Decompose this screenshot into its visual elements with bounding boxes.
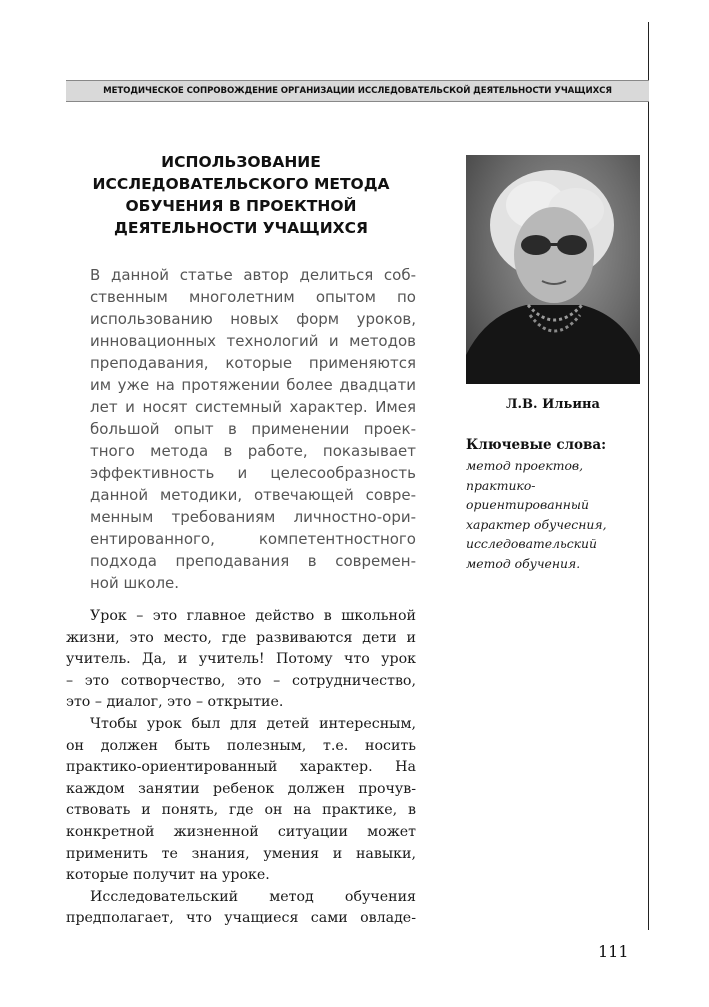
body-line: ствовать и понять, где он на практике, в — [66, 802, 416, 819]
body-line: практико-ориентированный характер. На — [66, 759, 416, 776]
keyword-line: ориентированный — [466, 497, 589, 513]
title-line: ОБУЧЕНИЯ В ПРОЕКТНОЙ — [125, 197, 357, 215]
keyword-line: практико- — [466, 477, 536, 493]
body-line: учитель. Да, и учитель! Потому что урок — [66, 651, 416, 668]
abstract-line: большой опыт в применении проек- — [90, 420, 416, 438]
body-line: конкретной жизненной ситуации может — [66, 823, 416, 840]
keyword-line: характер обучесния, — [466, 516, 607, 532]
article-abstract — [90, 264, 416, 594]
abstract-line: инновационных технологий и методов — [90, 332, 416, 350]
running-header — [66, 80, 649, 102]
keyword-line: исследовательский — [466, 536, 598, 552]
body-line: применить те знания, умения и навыки, — [66, 845, 416, 862]
abstract-line: использованию новых форм уроков, — [90, 310, 416, 328]
abstract-line: менным требованиям личностно-ори- — [90, 508, 416, 526]
title-line: ДЕЯТЕЛЬНОСТИ УЧАЩИХСЯ — [114, 219, 368, 237]
title-line: ИСПОЛЬЗОВАНИЕ — [161, 153, 321, 171]
page-number: 111 — [598, 942, 629, 961]
body-line: это – диалог, это – открытие. — [66, 694, 284, 711]
keyword-line: метод обучения. — [466, 555, 581, 571]
keywords-title: Ключевые слова: — [466, 437, 607, 453]
body-line: каждом занятии ребенок должен прочув- — [66, 780, 416, 797]
author-name: Л.В. Ильина — [506, 397, 600, 412]
author-photo — [466, 155, 640, 384]
body-line: которые получит на уроке. — [66, 867, 270, 884]
keyword-line: метод проектов, — [466, 458, 584, 473]
title-line: ИССЛЕДОВАТЕЛЬСКОГО МЕТОДА — [92, 175, 390, 193]
running-header-text: МЕТОДИЧЕСКОЕ СОПРОВОЖДЕНИЕ ОРГАНИЗАЦИИ ИССЛЕДОВАТЕЛЬСКОЙ ДЕЯТЕЛЬНОСТИ УЧАЩИХСЯ — [103, 86, 612, 96]
body-line: Исследовательский метод обучения — [90, 888, 416, 905]
abstract-line: В данной статье автор делиться соб- — [90, 266, 416, 284]
body-line: Урок – это главное действо в школьной — [90, 608, 416, 624]
abstract-line: им уже на протяжении более двадцати — [90, 376, 416, 394]
abstract-line: подхода преподавания в современ- — [90, 552, 416, 570]
abstract-line: эффективность и целесообразность — [90, 464, 416, 482]
abstract-line: преподавания, которые применяются — [90, 354, 416, 372]
article-body — [66, 606, 416, 930]
abstract-line: лет и носят системный характер. Имея — [90, 398, 416, 416]
article-title — [66, 151, 416, 239]
body-line: он должен быть полезным, т.е. носить — [66, 737, 416, 754]
abstract-line: ной школе. — [90, 574, 180, 592]
page-edge-line — [648, 22, 649, 930]
body-line: жизни, это место, где развиваются дети и — [66, 629, 416, 646]
abstract-line: ственным многолетним опытом по — [90, 288, 416, 306]
body-line: Чтобы урок был для детей интересным, — [90, 715, 416, 732]
abstract-line: тного метода в работе, показывает — [90, 442, 416, 460]
keywords-list — [466, 456, 646, 574]
body-line: предполагает, что учащиеся сами овладе- — [66, 910, 416, 927]
abstract-line: данной методики, отвечающей совре- — [90, 486, 416, 504]
body-line: – это сотворчество, это – сотрудничество, — [66, 672, 416, 689]
abstract-line: ентированного, компетентностного — [90, 530, 416, 548]
